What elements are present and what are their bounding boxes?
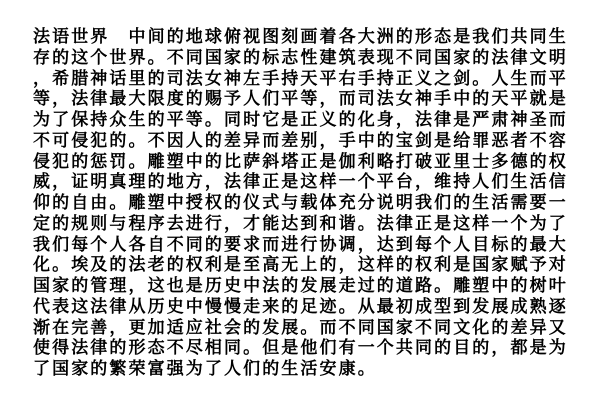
text-line: 为了保持众生的平等。同时它是正义的化身，法律是严肃神圣而 bbox=[33, 110, 568, 130]
text-line: 不可侵犯的。不因人的差异而差别，手中的宝剑是给罪恶者不容 bbox=[33, 130, 568, 151]
text-line: 国家的管理，这也是历史中法的发展走过的道路。雕塑中的树叶 bbox=[33, 276, 568, 296]
text-line: 化。埃及的法老的权利是至高无上的，这样的权利是国家赋予对 bbox=[33, 255, 568, 276]
text-line: 威，证明真理的地方，法律正是这样一个平台，维持人们生活信 bbox=[33, 172, 568, 193]
text-line: 使得法律的形态不尽相同。但是他们有一个共同的目的，都是为 bbox=[33, 338, 568, 359]
text-line: 我们每个人各自不同的要求而进行协调，达到每个人目标的最大 bbox=[33, 234, 568, 255]
text-line: 定的规则与程序去进行，才能达到和谐。法律正是这样一个为了 bbox=[33, 213, 568, 234]
text-line: ，希腊神话里的司法女神左手持天平右手持正义之剑。人生而平 bbox=[33, 68, 568, 89]
text-line: 渐在完善，更加适应社会的发展。而不同国家不同文化的差异又 bbox=[33, 317, 568, 338]
text-line: 存的这个世界。不同国家的标志性建筑表现不同国家的法律文明 bbox=[33, 47, 568, 68]
text-line: 了国家的繁荣富强为了人们的生活安康。 bbox=[33, 359, 377, 379]
paragraph bbox=[33, 27, 578, 380]
text-line: 等，法律最大限度的赐予人们平等，而司法女神手中的天平就是 bbox=[33, 89, 568, 110]
text-line: 法语世界 中间的地球俯视图刻画着各大洲的形态是我们共同生 bbox=[33, 27, 568, 47]
text-line: 仰的自由。雕塑中授权的仪式与载体充分说明我们的生活需要一 bbox=[33, 193, 568, 213]
text-line: 侵犯的惩罚。雕塑中的比萨斜塔正是伽利略打破亚里士多德的权 bbox=[33, 151, 568, 172]
text-line: 代表这法律从历史中慢慢走来的足迹。从最初成型到发展成熟逐 bbox=[33, 296, 568, 317]
